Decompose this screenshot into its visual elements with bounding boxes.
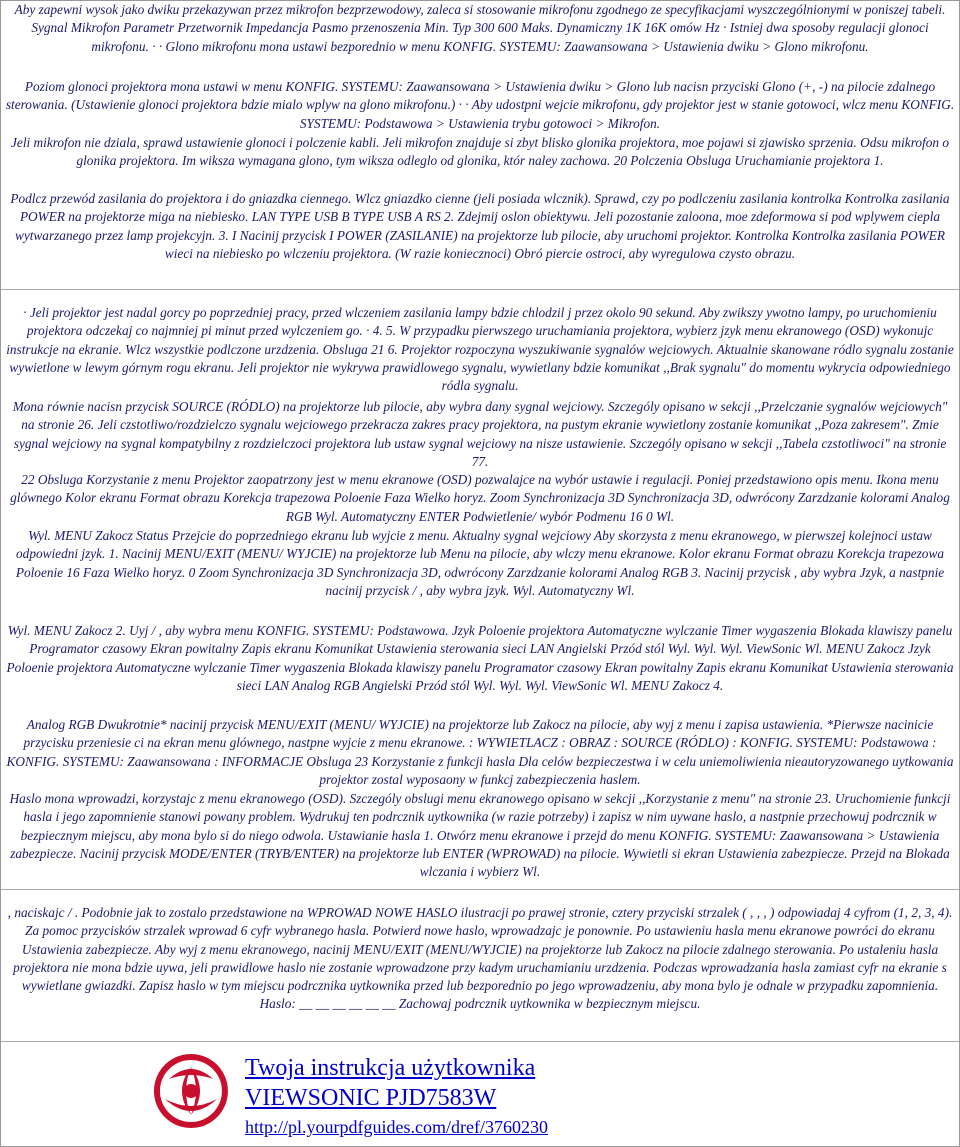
footer [245, 1053, 548, 1139]
paragraph-text: Poziom glonoci projektora mona ustawi w menu KONFIG. SYSTEMU: Zaawansowana > Ustawienia dwiku > Glono lub nacisn przyciski Glono (+, -) na pilocie zdalnego sterowania. (Ustawienie glonoci projektora bdzie mialo wplyw na glono mikrofonu.) · · Aby udostpni wejcie mikrofonu, gdy projektor jest w stanie gotowoci, wlcz menu KONFIG. SYSTEMU: Podstawowa > Ustawienia trybu gotowoci > Mikrofon. [5, 79, 955, 131]
yourpdfguides-logo-icon [151, 1051, 231, 1131]
model-link[interactable]: VIEWSONIC PJD7583W [245, 1085, 497, 1111]
page-divider [1, 889, 959, 890]
paragraph-osd-menu [5, 471, 955, 526]
paragraph-text: Analog RGB Dwukrotnie* nacinij przycisk MENU/EXIT (MENU/ WYJCIE) na projektorze lub Zakocz na pilocie, aby wyj z menu i zapisa ustawienia. *Pierwsze nacinicie przycisku przeniesie ci na ekran menu glównego, nastpne wyjcie z menu ekranowe. : WYWIETLACZ : OBRAZ : SOURCE (RÓDLO) : KONFIG. SYSTEMU: Podstawowa : KONFIG. SYSTEMU: Zaawansowana : INFORMACJE Obsluga 23 Korzystanie z funkcji hasla Dla celów bezpieczestwa i w celu uniemoliwienia nieautoryzowanego uytkowania projektor zostal wyposaony w funkcj zabezpieczenia haslem. [6, 717, 954, 787]
paragraph-troubleshoot [5, 134, 955, 171]
paragraph-exit-menu [5, 716, 955, 789]
paragraph-system-setup [5, 622, 955, 695]
paragraph-volume [5, 78, 955, 133]
paragraph-text: Mona równie nacisn przycisk SOURCE (RÓDLO) na projektorze lub pilocie, aby wybra dany sygnal wejciowy. Szczególy opisano w sekcji ,,Przelczanie sygnalów wejciowych" na stronie 26. Jeli czstotliwo/rozdzielczo sygnalu wejciowego przekracza zakres pracy projektora, na pustym ekranie wywietlony zostanie komunikat ,,Poza zakresem". Zmie sygnal wejciowy na sygnal kompatybilny z rozdzielczoci projektora lub ustaw sygnal wejciowy na nisze ustawienie. Szczególy opisano w sekcji ,,Tabela czstotliwoci" na stronie 77. [12, 399, 948, 469]
page-divider [1, 1041, 959, 1042]
paragraph-text: Haslo mona wprowadzi, korzystajc z menu ekranowego (OSD). Szczególy obslugi menu ekranowego opisano w sekcji ,,Korzystanie z menu" na stronie 23. Uruchomienie funkcji hasla i jego zapomnienie stanowi powany problem. Wydrukuj ten podrcznik uytkownika (w razie potrzeby) i zapisz w nim uywane haslo, a nastpnie przechowuj podrcznik w bezpiecznym miejscu, aby mona bylo si do niego odwola. Ustawianie hasla 1. Otwórz menu ekranowe i przejd do menu KONFIG. SYSTEMU: Zaawansowana > Ustawienia zabezpiecze. Nacinij przycisk MODE/ENTER (TRYB/ENTER) na projektorze lub ENTER (WPROWAD) na pilocie. Wywietli si ekran Ustawienia zabezpiecze. Przejd na Blokada wlczania i wybierz Wl. [9, 791, 951, 880]
paragraph-text: Aby zapewni wysok jako dwiku przekazywan przez mikrofon bezprzewodowy, zaleca si stosowanie mikrofonu zgodnego ze specyfikacjami wyszczególnionymi w poniszej tabeli. Sygnal Mikrofon Parametr Przetwornik Impedancja Pasmo przenoszenia Min. Typ 300 600 Maks. Dynamiczny 1K 16K omów Hz · Istniej dwa sposoby regulacji glonoci mikrofonu. · · Glono mikrofonu mona ustawi bezporednio w menu KONFIG. SYSTEMU: Zaawansowana > Ustawienia dwiku > Glono mikrofonu. [14, 2, 946, 54]
paragraph-set-password [5, 904, 955, 1014]
paragraph-language [5, 527, 955, 600]
manual-url-link[interactable]: http://pl.yourpdfguides.com/dref/3760230 [245, 1117, 548, 1137]
paragraph-lamp [5, 304, 955, 395]
paragraph-text: Wyl. MENU Zakocz Status Przejcie do poprzedniego ekranu lub wyjcie z menu. Aktualny sygnal wejciowy Aby skorzysta z menu ekranowego, w pierwszej kolejnoci ustaw odpowiedni jzyk. 1. Nacinij MENU/EXIT (MENU/ WYJCIE) na projektorze lub Menu na pilocie, aby wlczy menu ekranowe. Kolor ekranu Format obrazu Korekcja trapezowa Poloenie 16 Faza Wielko horyz. 0 Zoom Synchronizacja 3D Synchronizacja 3D, odwrócony Zarzdzanie kolorami Analog RGB 3. Nacinij przycisk , aby wybra Jzyk, a nastpnie nacinij przycisk / , aby wybra jzyk. Wyl. Automatyczny Wl. [15, 528, 945, 598]
paragraph-source [5, 398, 955, 471]
paragraph-text: Podlcz przewód zasilania do projektora i do gniazdka ciennego. Wlcz gniazdko cienne (jeli posiada wlcznik). Sprawd, czy po podlczeniu zasilania kontrolka Kontrolka zasilania POWER na projektorze miga na niebiesko. LAN TYPE USB B TYPE USB A RS 2. Zdejmij oslon obiektywu. Jeli pozostanie zaloona, moe zdeformowa si pod wplywem ciepla wytwarzanego przez lamp projekcyjn. 3. I Nacinij przycisk I POWER (ZASILANIE) na projektorze lub pilocie, aby uruchomi projektor. Kontrolka Kontrolka zasilania POWER wieci na niebiesko po wlczeniu projektora. (W razie koniecznoci) Obró piercie ostroci, aby wyregulowa czysto obrazu. [10, 191, 950, 261]
paragraph-password [5, 790, 955, 881]
paragraph-text: · Jeli projektor jest nadal gorcy po poprzedniej pracy, przed wlczeniem zasilania lampy bdzie chlodzil j przez okolo 90 sekund. Aby zwikszy ywotno lampy, po uruchomieniu projektora odczekaj co najmniej pi minut przed wylczeniem go. · 4. 5. W przypadku pierwszego uruchamiania projektora, wybierz jzyk menu ekranowego (OSD) wykonujc instrukcje na ekranie. Wlcz wszystkie podlczone urzdzenia. Obsluga 21 6. Projektor rozpoczyna wyszukiwanie sygnalów wejciowych. Aktualnie skanowane ródlo sygnalu zostanie wywietlone w lewym górnym rogu ekranu. Jeli projektor nie wykrywa prawidlowego sygnalu, wywietlany bdzie komunikat ,,Brak sygnalu" do momentu wykrycia odpowiedniego ródla sygnalu. [6, 305, 954, 394]
paragraph-microphone-spec [5, 1, 955, 56]
page-divider [1, 289, 959, 290]
paragraph-startup [5, 190, 955, 263]
paragraph-text: , naciskajc / . Podobnie jak to zostalo przedstawione na WPROWAD NOWE HASLO ilustracji po prawej stronie, cztery przyciski strzalek ( , , , ) odpowiadaj 4 cyfrom (1, 2, 3, 4). Za pomoc przycisków strzalek wprowad 6 cyfr wybranego hasla. Potwierd nowe haslo, wprowadzajc je ponownie. Po ustawieniu hasla menu ekranowe powróci do ekranu Ustawienia zabezpiecze. Aby wyj z menu ekranowego, nacinij MENU/EXIT (MENU/WYJCIE) na projektorze lub Zakocz na pilocie zdalnego sterowania. Po ustaleniu hasla projektora nie mona bdzie uywa, jeli prawidlowe haslo nie zostanie wprowadzone przy kadym uruchamianiu urzdzenia. Podczas wprowadzania hasla zamiast cyfr na ekranie s wywietlane gwiazdki. Zapisz haslo w tym miejscu podrcznika uytkownika przed lub bezporednio po jego wprowadzeniu, aby mona bylo je odnale w przypadku zapomnienia. Haslo: __ __ __ __ __ __ Zachowaj podrcznik uytkownika w bezpiecznym miejscu. [7, 905, 953, 1012]
paragraph-text: Jeli mikrofon nie dziala, sprawd ustawienie glonoci i polczenie kabli. Jeli mikrofon znajduje si zbyt blisko glonika projektora, moe pojawi si zjawisko sprzenia. Odsu mikrofon o glonika projektora. Im wiksza wymagana glono, tym wiksza odleglo od glonika, któr naley zachowa. 20 Polczenia Obsluga Uruchamianie projektora 1. [11, 135, 949, 169]
paragraph-text: Wyl. MENU Zakocz 2. Uyj / , aby wybra menu KONFIG. SYSTEMU: Podstawowa. Jzyk Poloenie projektora Automatyczne wylczanie Timer wygaszenia Blokada klawiszy panelu Programator czasowy Ekran powitalny Zapis ekranu Komunikat Ustawienia sterowania sieci LAN Angielski Przód stól Wyl. Wyl. Wyl. ViewSonic Wl. MENU Zakocz Jzyk Poloenie projektora Automatyczne wylczanie Timer wygaszenia Blokada klawiszy panelu Programator czasowy Ekran powitalny Zapis ekranu Komunikat Ustawienia sterowania sieci LAN Analog RGB Angielski Przód stól Wyl. Wyl. Wyl. ViewSonic Wl. MENU Zakocz 4. [6, 623, 954, 693]
paragraph-text: 22 Obsluga Korzystanie z menu Projektor zaopatrzony jest w menu ekranowe (OSD) pozwalajce na wybór ustawie i regulacji. Poniej przedstawiono opis menu. Ikona menu glównego Kolor ekranu Format obrazu Korekcja trapezowa Poloenie Faza Wielko horyz. Zoom Synchronizacja 3D Synchronizacja 3D, odwrócony Zarzdzanie kolorami Analog RGB Wyl. Automatyczny ENTER Podwietlenie/ wybór Podmenu 16 0 Wl. [10, 472, 950, 524]
manual-title-link[interactable]: Twoja instrukcja użytkownika [245, 1055, 536, 1081]
